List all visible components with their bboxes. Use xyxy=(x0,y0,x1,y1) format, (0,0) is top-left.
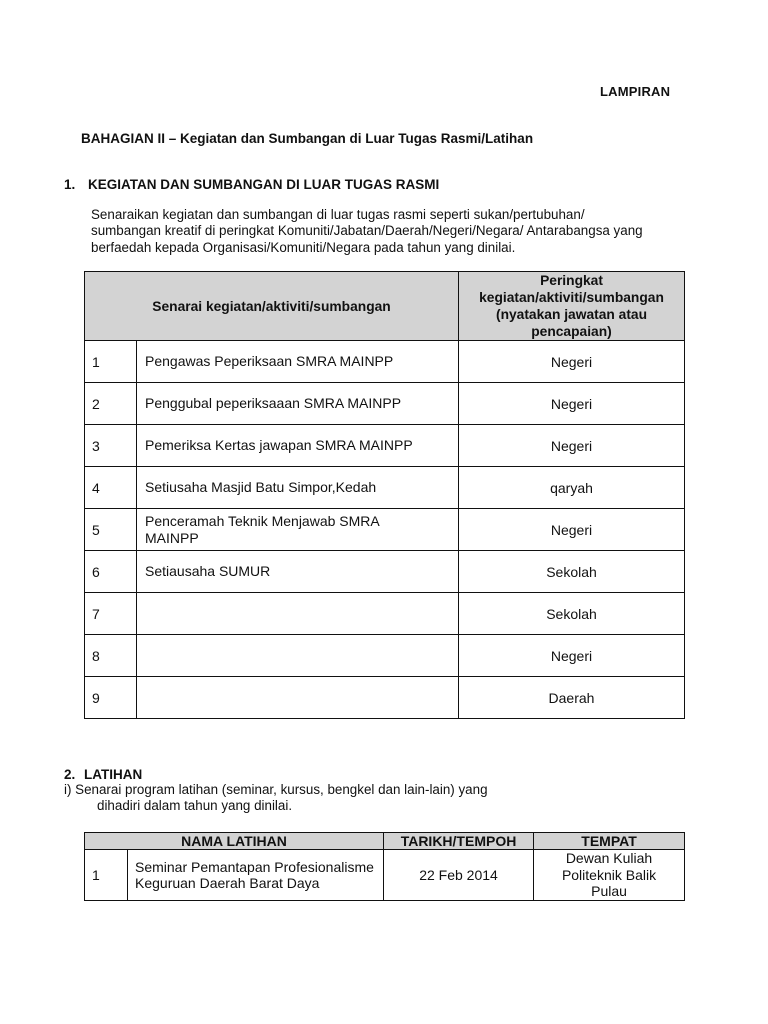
row-activity xyxy=(137,677,459,719)
training-row-number: 1 xyxy=(85,850,128,901)
row-level: Sekolah xyxy=(459,551,685,593)
section1-number: 1. xyxy=(64,177,76,192)
row-level: Negeri xyxy=(459,425,685,467)
row-activity: Pengawas Peperiksaan SMRA MAINPP xyxy=(137,341,459,383)
section2-description-line: dihadiri dalam tahun yang dinilai. xyxy=(97,798,293,813)
section2-heading xyxy=(64,767,142,782)
section1-description-line: Senaraikan kegiatan dan sumbangan di luar tugas rasmi seperti sukan/pertubuhan/ xyxy=(91,207,585,222)
activities-table-header-row xyxy=(85,272,685,341)
row-level: Negeri xyxy=(459,341,685,383)
row-level: Daerah xyxy=(459,677,685,719)
row-activity xyxy=(137,635,459,677)
training-row-date: 22 Feb 2014 xyxy=(384,850,534,901)
table-row xyxy=(85,467,685,509)
row-level: qaryah xyxy=(459,467,685,509)
section1-description-line: berfaedah kepada Organisasi/Komuniti/Negara pada tahun yang dinilai. xyxy=(91,239,516,255)
row-activity: Penceramah Teknik Menjawab SMRA MAINPP xyxy=(137,509,459,551)
table-row xyxy=(85,850,685,901)
row-number: 9 xyxy=(85,677,137,719)
row-level: Negeri xyxy=(459,635,685,677)
bahagian-title: BAHAGIAN II – Kegiatan dan Sumbangan di Luar Tugas Rasmi/Latihan xyxy=(81,131,534,146)
section1-description xyxy=(91,207,691,256)
activities-header-level-line: Peringkat xyxy=(540,273,603,288)
training-row-place: Dewan Kuliah Politeknik Balik Pulau xyxy=(534,850,685,901)
row-level: Negeri xyxy=(459,509,685,551)
row-activity: Pemeriksa Kertas jawapan SMRA MAINPP xyxy=(137,425,459,467)
row-activity: Setiausaha SUMUR xyxy=(137,551,459,593)
row-number: 3 xyxy=(85,425,137,467)
section1-heading xyxy=(64,177,439,192)
section1-title: KEGIATAN DAN SUMBANGAN DI LUAR TUGAS RASMI xyxy=(88,177,440,192)
row-activity: Penggubal peperiksaaan SMRA MAINPP xyxy=(137,383,459,425)
row-number: 4 xyxy=(85,467,137,509)
section2-description-line: i) Senarai program latihan (seminar, kursus, bengkel dan lain-lain) yang xyxy=(64,782,488,797)
table-row xyxy=(85,509,685,551)
activities-header-list: Senarai kegiatan/aktiviti/sumbangan xyxy=(85,272,459,341)
row-number: 8 xyxy=(85,635,137,677)
row-number: 6 xyxy=(85,551,137,593)
table-row xyxy=(85,593,685,635)
training-header-place: TEMPAT xyxy=(534,833,685,850)
row-activity xyxy=(137,593,459,635)
row-number: 2 xyxy=(85,383,137,425)
lampiran-label: LAMPIRAN xyxy=(600,84,671,99)
row-number: 1 xyxy=(85,341,137,383)
table-row xyxy=(85,551,685,593)
activities-header-level-line: (nyatakan jawatan atau xyxy=(495,307,648,322)
activities-header-level-line: kegiatan/aktiviti/sumbangan xyxy=(479,290,664,305)
row-number: 7 xyxy=(85,593,137,635)
table-row xyxy=(85,383,685,425)
row-number: 5 xyxy=(85,509,137,551)
training-table-header-row xyxy=(85,833,685,850)
row-level: Negeri xyxy=(459,383,685,425)
training-table xyxy=(84,832,685,901)
table-row xyxy=(85,635,685,677)
table-row xyxy=(85,341,685,383)
training-header-date: TARIKH/TEMPOH xyxy=(384,833,534,850)
activities-table xyxy=(84,271,685,719)
section2-title: LATIHAN xyxy=(84,767,143,782)
training-row-name: Seminar Pemantapan Profesionalisme Keguruan Daerah Barat Daya xyxy=(128,850,384,901)
section2-description xyxy=(64,782,488,814)
table-row xyxy=(85,425,685,467)
training-header-name: NAMA LATIHAN xyxy=(85,833,384,850)
row-activity: Setiusaha Masjid Batu Simpor,Kedah xyxy=(137,467,459,509)
activities-header-level-line: pencapaian) xyxy=(531,324,612,339)
table-row xyxy=(85,677,685,719)
section2-number: 2. xyxy=(64,767,76,782)
section1-description-line: sumbangan kreatif di peringkat Komuniti/Jabatan/Daerah/Negeri/Negara/ Antarabangsa yang xyxy=(91,223,643,239)
row-level: Sekolah xyxy=(459,593,685,635)
activities-header-level xyxy=(459,272,685,341)
